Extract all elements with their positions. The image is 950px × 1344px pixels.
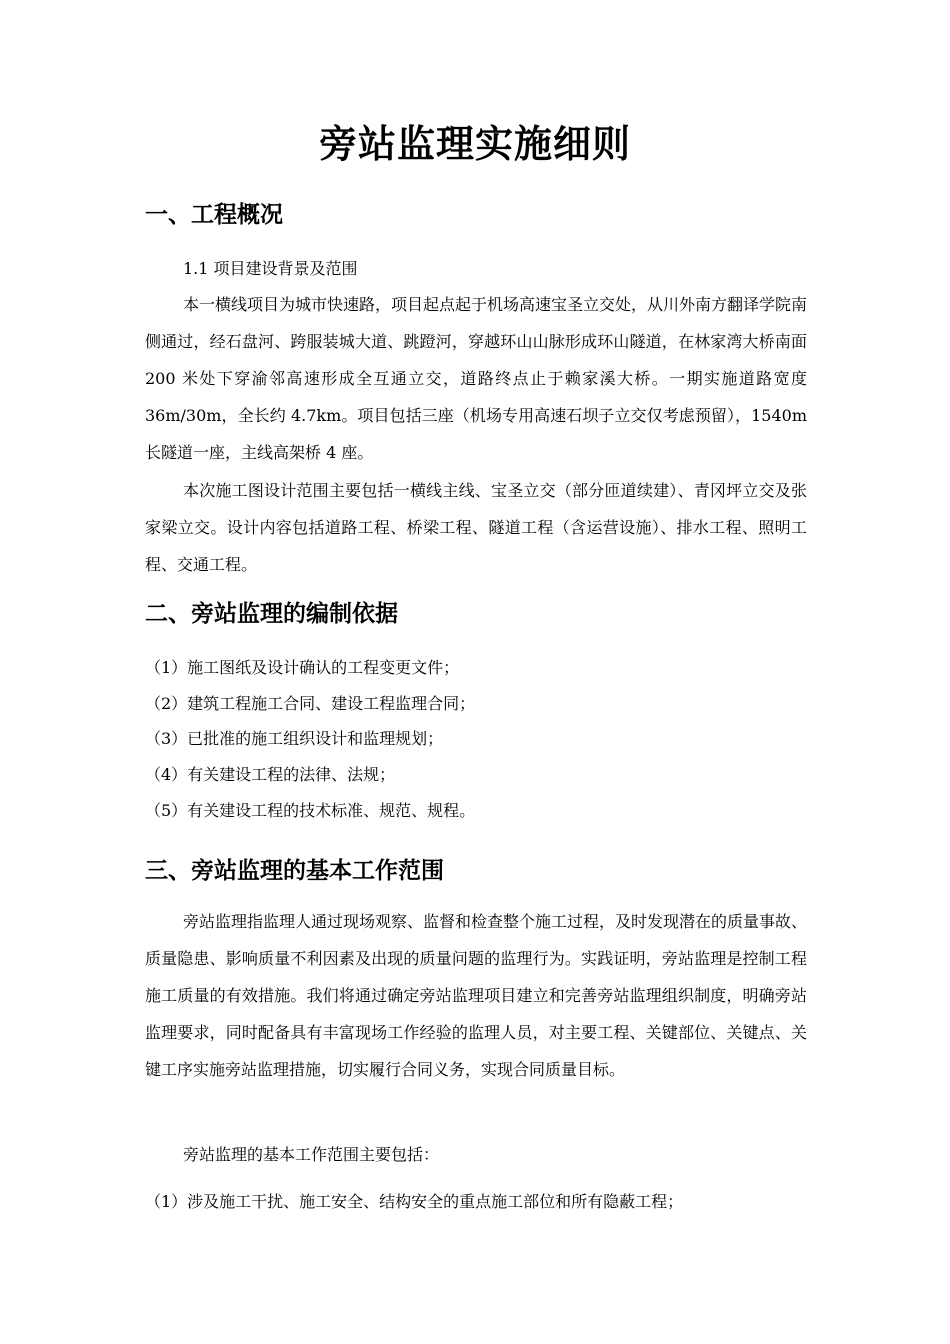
list-item: （2）建筑工程施工合同、建设工程监理合同；: [145, 694, 476, 713]
list-item: （4）有关建设工程的法律、法规；: [145, 765, 396, 784]
section-1-paragraph: 本次施工图设计范围主要包括一横线主线、宝圣立交（部分匝道续建）、青冈坪立交及张家梁立交。设计内容包括道路工程、桥梁工程、隧道工程（含运营设施）、排水工程、照明工程、交通工程。: [145, 481, 807, 574]
list-item: （1）涉及施工干扰、施工安全、结构安全的重点施工部位和所有隐蔽工程；: [145, 1192, 684, 1211]
document-title: 旁站监理实施细则: [318, 121, 631, 166]
section-3-heading: 三、旁站监理的基本工作范围: [145, 857, 444, 884]
section-1-subheading: 1.1 项目建设背景及范围: [183, 259, 358, 278]
list-item: （1）施工图纸及设计确认的工程变更文件；: [145, 658, 460, 677]
list-item: （5）有关建设工程的技术标准、规范、规程。: [145, 801, 476, 820]
section-3-paragraph: 旁站监理指监理人通过现场观察、监督和检查整个施工过程，及时发现潜在的质量事故、质量隐患、影响质量不利因素及出现的质量问题的监理行为。实践证明，旁站监理是控制工程施工质量的有效措施。我们将通过确定旁站监理项目建立和完善旁站监理组织制度，明确旁站监理要求，同时配备具有丰富现场工作经验的监理人员，对主要工程、关键部位、关键点、关键工序实施旁站监理措施，切实履行合同义务，实现合同质量目标。: [145, 912, 808, 1079]
list-item: （3）已批准的施工组织设计和监理规划；: [145, 729, 444, 748]
section-3-paragraph: 旁站监理的基本工作范围主要包括：: [183, 1145, 440, 1164]
section-2-heading: 二、旁站监理的编制依据: [145, 600, 398, 627]
section-1-heading: 一、工程概况: [145, 201, 283, 228]
section-1-paragraph: 本一横线项目为城市快速路，项目起点起于机场高速宝圣立交处，从川外南方翻译学院南侧通过，经石盘河、跨服装城大道、跳蹬河，穿越环山山脉形成环山隧道，在林家湾大桥南面 200 米处下穿渝邻高速形成全互通立交，道路终点止于赖家溪大桥。一期实施道路宽度 36m/30m，全长约 4.7km。项目包括三座（机场专用高速石坝子立交仅考虑预留），1540m 长隧道一座，主线高架桥 4 座。: [145, 295, 808, 462]
